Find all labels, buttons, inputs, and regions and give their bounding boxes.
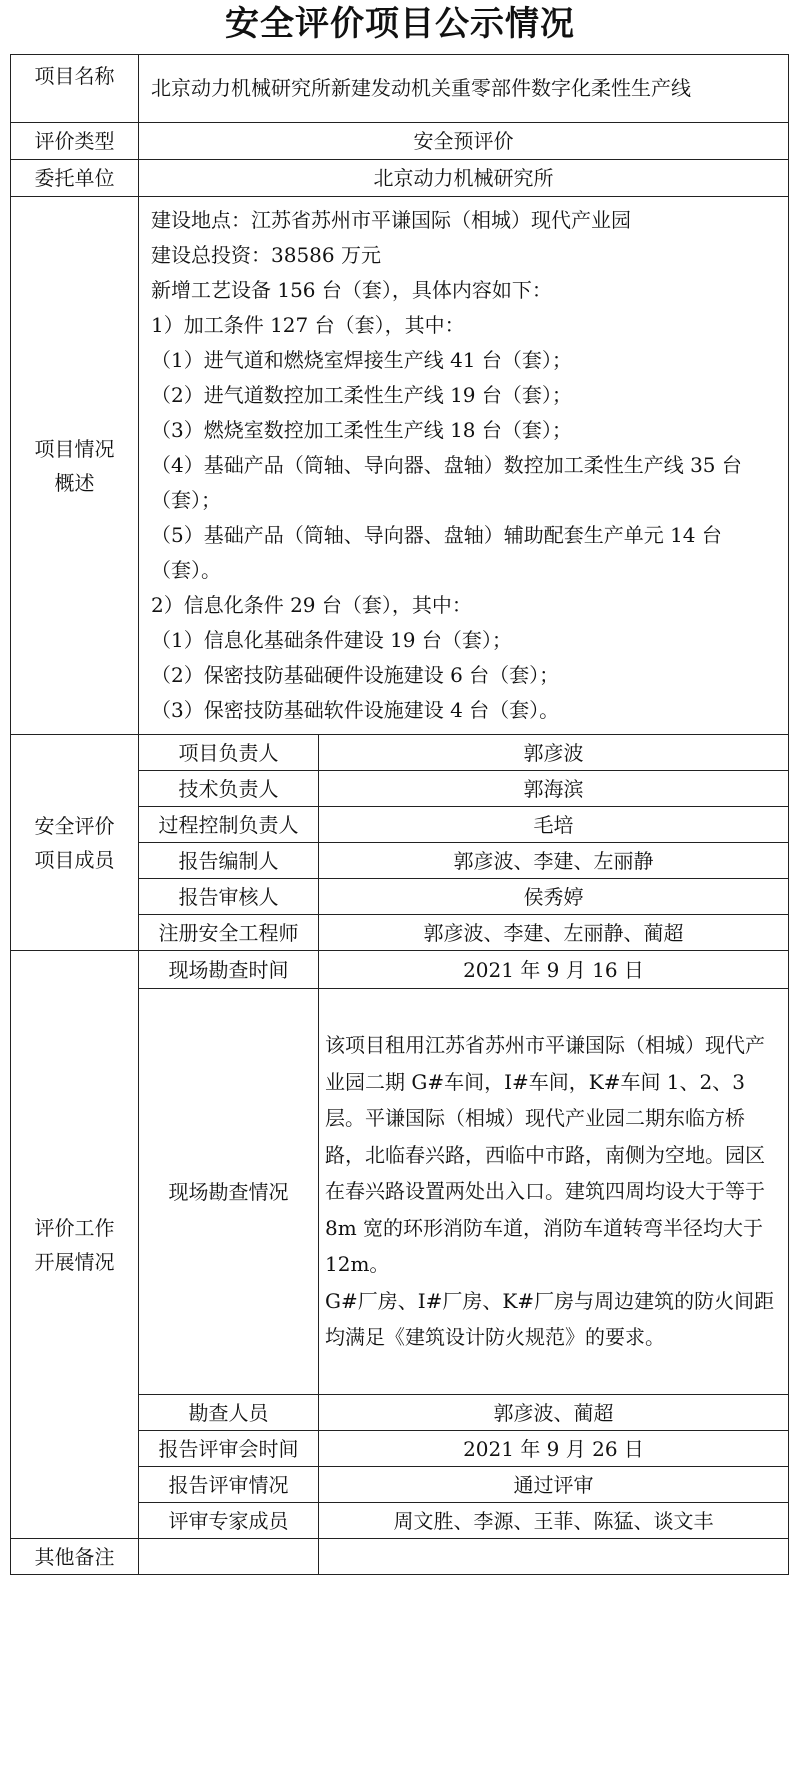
survey-status-value (319, 989, 789, 1395)
overview-line: （1）信息化基础条件建设 19 台（套）； (151, 628, 512, 652)
member-name: 郭彦波 (319, 735, 789, 771)
overview-label (11, 197, 139, 735)
member-name: 郭彦波、李建、左丽静 (319, 843, 789, 879)
member-role: 注册安全工程师 (139, 915, 319, 951)
work-label-line1: 评价工作 (34, 1215, 115, 1240)
members-label (11, 735, 139, 951)
survey-status-paragraph: 该项目租用江苏省苏州市平谦国际（相城）现代产业园二期 G#车间，I#车间，K#车间 1、2、3 层。平谦国际（相城）现代产业园二期东临方桥路，北临春兴路，西临中市路，南侧为空地。园区在春兴路设置两处出入口。建筑四周均设大于等于 8m 宽的环形消防车道，消防车道转弯半径均大于 12m。 (325, 1033, 765, 1277)
client-label: 委托单位 (11, 160, 139, 197)
overview-content (139, 197, 789, 735)
experts-label: 评审专家成员 (139, 1503, 319, 1539)
row-other (11, 1539, 789, 1575)
members-row (11, 735, 789, 771)
project-name-label: 项目名称 (11, 55, 139, 123)
row-evaluation-type (11, 123, 789, 160)
survey-time-value: 2021 年 9 月 16 日 (319, 951, 789, 989)
review-status-label: 报告评审情况 (139, 1467, 319, 1503)
overview-label-line1: 项目情况 (34, 436, 115, 461)
survey-status-paragraph: G#厂房、I#厂房、K#厂房与周边建筑的防火间距均满足《建筑设计防火规范》的要求。 (325, 1288, 775, 1350)
overview-line: 新增工艺设备 156 台（套），具体内容如下： (151, 278, 552, 302)
work-label (11, 951, 139, 1539)
row-client (11, 160, 789, 197)
experts-value: 周文胜、李源、王菲、陈猛、谈文丰 (319, 1503, 789, 1539)
overview-line: 1）加工条件 127 台（套），其中： (151, 313, 465, 337)
survey-time-label: 现场勘查时间 (139, 951, 319, 989)
other-label: 其他备注 (11, 1539, 139, 1575)
members-label-line1: 安全评价 (34, 813, 115, 838)
member-role: 报告编制人 (139, 843, 319, 879)
members-label-line2: 项目成员 (34, 847, 115, 872)
member-role: 报告审核人 (139, 879, 319, 915)
review-time-label: 报告评审会时间 (139, 1431, 319, 1467)
member-name: 郭彦波、李建、左丽静、蔺超 (319, 915, 789, 951)
overview-label-line2: 概述 (54, 470, 95, 495)
member-role: 过程控制负责人 (139, 807, 319, 843)
overview-line: （5）基础产品（筒轴、导向器、盘轴）辅助配套生产单元 14 台（套）。 (151, 523, 722, 582)
row-overview (11, 197, 789, 735)
other-value (319, 1539, 789, 1575)
overview-line: （1）进气道和燃烧室焊接生产线 41 台（套）； (151, 348, 572, 372)
overview-line: （3）燃烧室数控加工柔性生产线 18 台（套）； (151, 418, 572, 442)
evaluation-type-value: 安全预评价 (139, 123, 789, 160)
overview-line: （2）保密技防基础硬件设施建设 6 台（套）； (151, 663, 560, 687)
overview-line: 建设地点：江苏省苏州市平谦国际（相城）现代产业园 (151, 208, 631, 232)
other-empty-cell (139, 1539, 319, 1575)
surveyors-value: 郭彦波、蔺超 (319, 1395, 789, 1431)
surveyors-label: 勘查人员 (139, 1395, 319, 1431)
member-name: 毛培 (319, 807, 789, 843)
publicity-table (10, 54, 789, 1575)
overview-line: 2）信息化条件 29 台（套），其中： (151, 593, 472, 617)
evaluation-type-label: 评价类型 (11, 123, 139, 160)
survey-status-label: 现场勘查情况 (139, 989, 319, 1395)
work-label-line2: 开展情况 (34, 1249, 115, 1274)
overview-line: （2）进气道数控加工柔性生产线 19 台（套）； (151, 383, 572, 407)
work-row-survey-time (11, 951, 789, 989)
project-name-value: 北京动力机械研究所新建发动机关重零部件数字化柔性生产线 (139, 55, 789, 123)
review-time-value: 2021 年 9 月 26 日 (319, 1431, 789, 1467)
member-role: 项目负责人 (139, 735, 319, 771)
review-status-value: 通过评审 (319, 1467, 789, 1503)
member-name: 郭海滨 (319, 771, 789, 807)
row-project-name (11, 55, 789, 123)
member-role: 技术负责人 (139, 771, 319, 807)
client-value: 北京动力机械研究所 (139, 160, 789, 197)
overview-line: （4）基础产品（筒轴、导向器、盘轴）数控加工柔性生产线 35 台（套）； (151, 453, 742, 512)
member-name: 侯秀婷 (319, 879, 789, 915)
page-title: 安全评价项目公示情况 (225, 4, 575, 44)
overview-line: （3）保密技防基础软件设施建设 4 台（套）。 (151, 698, 560, 722)
overview-line: 建设总投资：38586 万元 (151, 243, 381, 267)
